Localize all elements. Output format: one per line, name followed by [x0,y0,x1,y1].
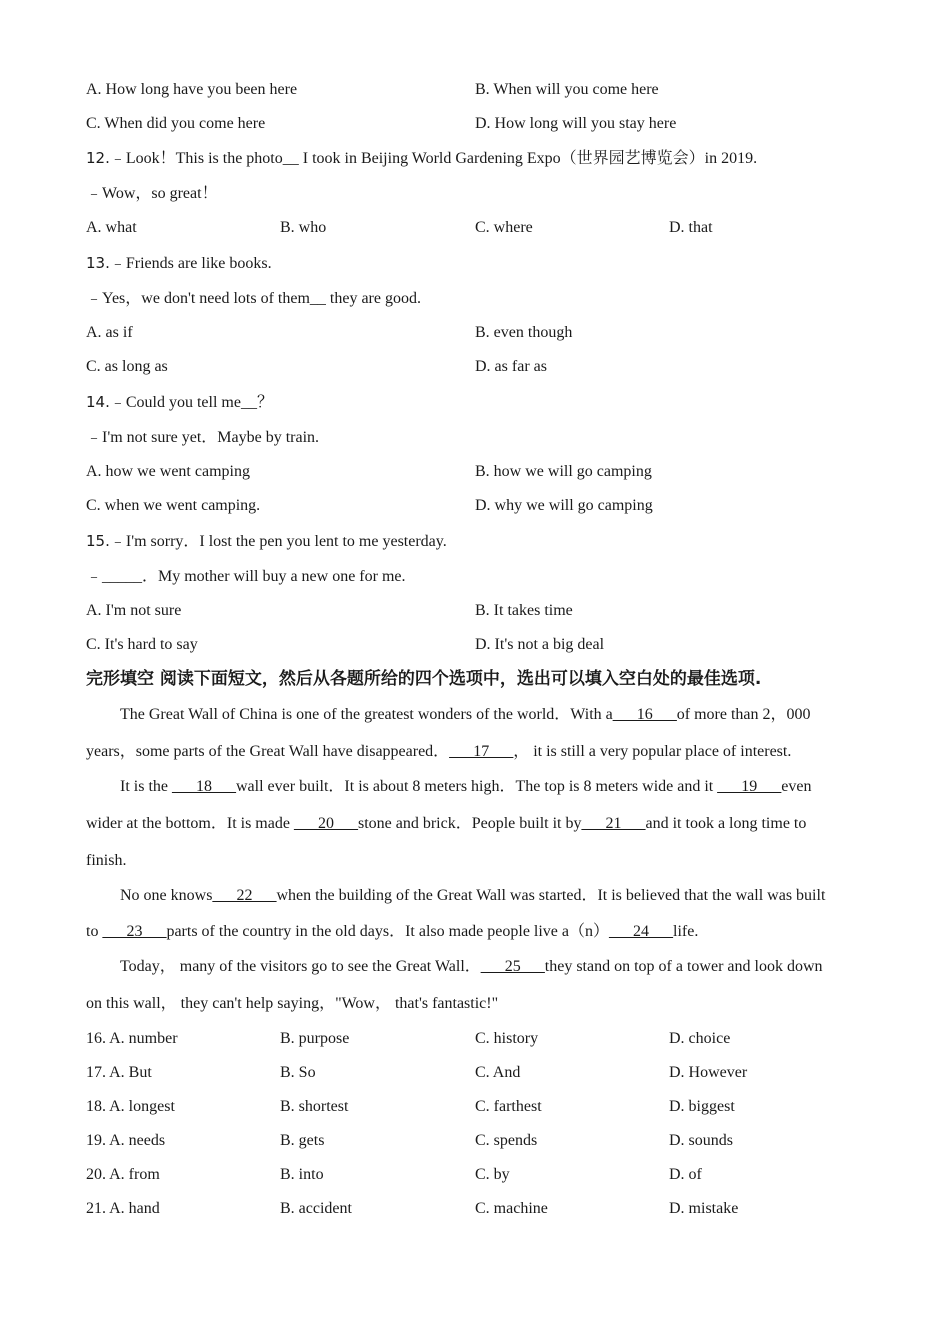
passage-line [86,922,698,942]
passage-text: wider at the bottom．It is made [86,815,294,832]
q14-line1 [86,392,273,413]
passage-text: years，some parts of the Great Wall have disappeared． [86,743,450,760]
passage-text: ， it is still a very popular place of interest. [513,743,792,760]
cloze-option-18b: B. shortest [280,1098,349,1115]
cloze-option-19c: C. spends [475,1132,538,1149]
cloze-option-19a: 19. A. needs [86,1132,166,1149]
q15-line1 [86,531,447,552]
cloze-option-20d: D. of [669,1166,702,1183]
cloze-option-21c: C. machine [475,1200,548,1217]
passage-line: finish. [86,852,127,869]
q13-option-c: C. as long as [86,358,168,375]
passage-text: The Great Wall of China is one of the greatest wonders of the world．With a [120,706,613,723]
q15-number: 15. [86,532,110,550]
q14-option-b: B. how we will go camping [475,463,652,480]
passage-text: No one knows [120,887,213,904]
passage-text: stone and brick．People built it by [357,815,582,832]
q11-option-a: A. How long have you been here [86,81,298,98]
q13-prompt: ﹣Friends are like books. [109,255,272,272]
q13-option-a: A. as if [86,324,133,341]
cloze-option-20b: B. into [280,1166,324,1183]
q13-option-b: B. even though [475,324,573,341]
cloze-option-21d: D. mistake [669,1200,739,1217]
cloze-option-18c: C. farthest [475,1098,542,1115]
blank-25: ___25___ [480,958,545,975]
blank-20: ___20___ [293,815,358,832]
cloze-option-16a: 16. A. number [86,1030,178,1047]
passage-line [120,705,811,725]
passage-text: when the building of the Great Wall was started．It is believed that the wall was built [276,887,826,904]
cloze-option-16d: D. choice [669,1030,731,1047]
q15-option-a: A. I'm not sure [86,602,182,619]
q11-option-d: D. How long will you stay here [475,115,677,132]
q11-option-b: B. When will you come here [475,81,659,98]
passage-text: parts of the country in the old days．It also made people live a（n） [166,923,610,940]
q11-option-c: C. When did you come here [86,115,266,132]
q12-number: 12. [86,149,110,167]
q12-prompt: ﹣Look！This is the photo__ I took in Beijing World Gardening Expo（世界园艺博览会）in 2019. [109,150,758,167]
q15-option-c: C. It's hard to say [86,636,198,653]
blank-18: ___18___ [172,778,236,795]
q14-option-a: A. how we went camping [86,463,250,480]
q14-prompt: ﹣Could you tell me__？ [109,394,273,411]
q14-option-c: C. when we went camping. [86,497,261,514]
q12-option-d: D. that [669,219,713,236]
cloze-option-19b: B. gets [280,1132,325,1149]
passage-text: and it took a long time to [645,815,807,832]
cloze-option-18d: D. biggest [669,1098,735,1115]
cloze-option-21b: B. accident [280,1200,352,1217]
q12-option-b: B. who [280,219,327,236]
blank-19: ___19___ [717,778,782,795]
passage-line [86,742,791,762]
cloze-option-20c: C. by [475,1166,510,1183]
passage-text: It is the [120,778,172,795]
passage-line [86,814,806,834]
passage-text: even [781,778,812,795]
cloze-option-17a: 17. A. But [86,1064,152,1081]
passage-text: they stand on top of a tower and look down [544,958,823,975]
cloze-heading: 完形填空 阅读下面短文，然后从各题所给的四个选项中，选出可以填入空白处的最佳选项. [86,669,762,689]
cloze-option-20a: 20. A. from [86,1166,160,1183]
blank-22: ___22___ [212,887,277,904]
q13-response: ﹣Yes，we don't need lots of them__ they are good. [86,290,421,307]
q13-number: 13. [86,254,110,272]
passage-line [120,777,811,797]
passage-text: of more than 2，000 [676,706,811,723]
blank-16: ___16___ [612,706,677,723]
blank-17: ___17___ [449,743,514,760]
q12-option-c: C. where [475,219,533,236]
cloze-option-16c: C. history [475,1030,539,1047]
q15-prompt: ﹣I'm sorry．I lost the pen you lent to me yesterday. [109,533,447,550]
cloze-option-18a: 18. A. longest [86,1098,175,1115]
q14-option-d: D. why we will go camping [475,497,653,514]
passage-text: to [86,923,103,940]
q15-option-b: B. It takes time [475,602,573,619]
q13-option-d: D. as far as [475,358,547,375]
cloze-option-17b: B. So [280,1064,316,1081]
passage-text: wall ever built．It is about 8 meters high．The top is 8 meters wide and it [236,778,718,795]
passage-text: life. [673,923,699,940]
q15-response: ﹣_____．My mother will buy a new one for me. [86,568,406,585]
q12-response: ﹣Wow，so great！ [86,185,218,202]
cloze-option-16b: B. purpose [280,1030,350,1047]
q13-line1 [86,253,272,274]
q12-line1 [86,148,757,169]
blank-24: ___24___ [609,923,674,940]
cloze-option-19d: D. sounds [669,1132,734,1149]
passage-text: Today， many of the visitors go to see the Great Wall． [120,958,481,975]
passage-line: on this wall， they can't help saying，"Wow， that's fantastic!" [86,995,499,1012]
cloze-option-17c: C. And [475,1064,521,1081]
q14-response: ﹣I'm not sure yet．Maybe by train. [86,429,320,446]
blank-23: ___23___ [102,923,167,940]
cloze-option-17d: D. However [669,1064,748,1081]
cloze-option-21a: 21. A. hand [86,1200,160,1217]
q15-option-d: D. It's not a big deal [475,636,605,653]
passage-line [120,886,825,906]
passage-line [120,957,823,977]
q12-option-a: A. what [86,219,137,236]
blank-21: ___21___ [581,815,646,832]
q14-number: 14. [86,393,110,411]
